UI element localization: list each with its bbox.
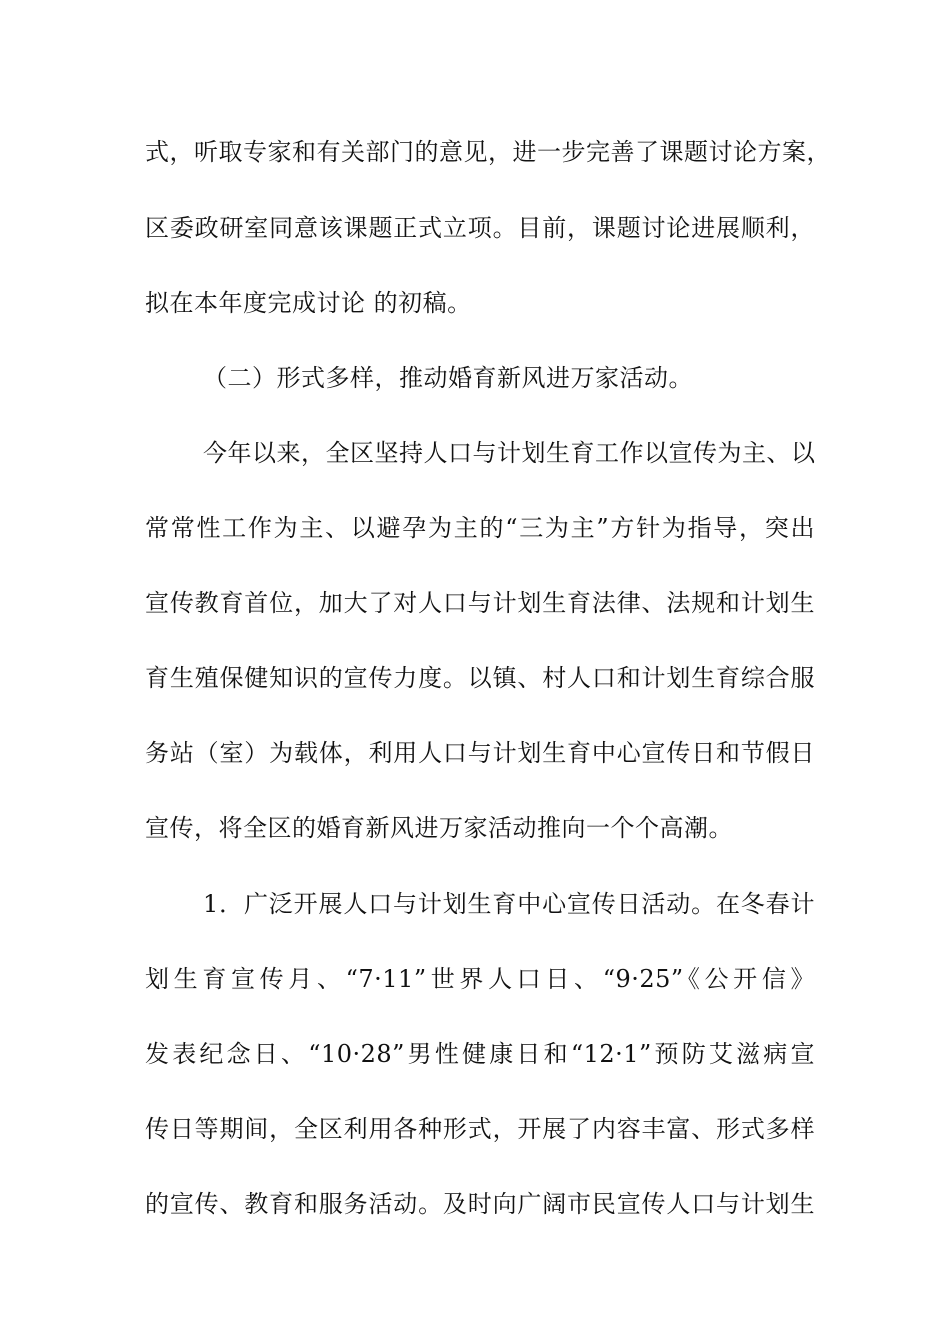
- text-line: 的宣传、教育和服务活动。及时向广阔市民宣传人口与计划生: [145, 1190, 815, 1218]
- text-line: 务站（室）为载体，利用人口与计划生育中心宣传日和节假日: [145, 739, 815, 767]
- text-line: 宣传，将全区的婚育新风进万家活动推向一个个高潮。: [145, 814, 733, 842]
- text-line: 常常性工作为主、以避孕为主的“三为主”方针为指导，突出: [145, 514, 815, 542]
- text-line: 划生育宣传月、“7·11”世界人口日、“9·25”《公开信》: [145, 965, 815, 993]
- text-line: 今年以来，全区坚持人口与计划生育工作以宣传为主、以: [203, 439, 816, 467]
- text-line: 宣传教育首位，加大了对人口与计划生育法律、法规和计划生: [145, 589, 815, 617]
- text-line: 区委政研室同意该课题正式立项。目前，课题讨论进展顺利，: [145, 214, 815, 242]
- text-line: 育生殖保健知识的宣传力度。以镇、村人口和计划生育综合服: [145, 664, 815, 692]
- text-line: 1．广泛开展人口与计划生育中心宣传日活动。在冬春计: [203, 890, 815, 918]
- text-line: 拟在本年度完成讨论 的初稿。: [145, 289, 472, 317]
- section-heading: （二）形式多样，推动婚育新风进万家活动。: [203, 364, 693, 392]
- text-line: 发表纪念日、“10·28”男性健康日和“12·1”预防艾滋病宣: [145, 1040, 815, 1068]
- text-line: 式，听取专家和有关部门的意见，进一步完善了课题讨论方案，: [145, 138, 831, 166]
- text-line: 传日等期间，全区利用各种形式，开展了内容丰富、形式多样: [145, 1115, 815, 1143]
